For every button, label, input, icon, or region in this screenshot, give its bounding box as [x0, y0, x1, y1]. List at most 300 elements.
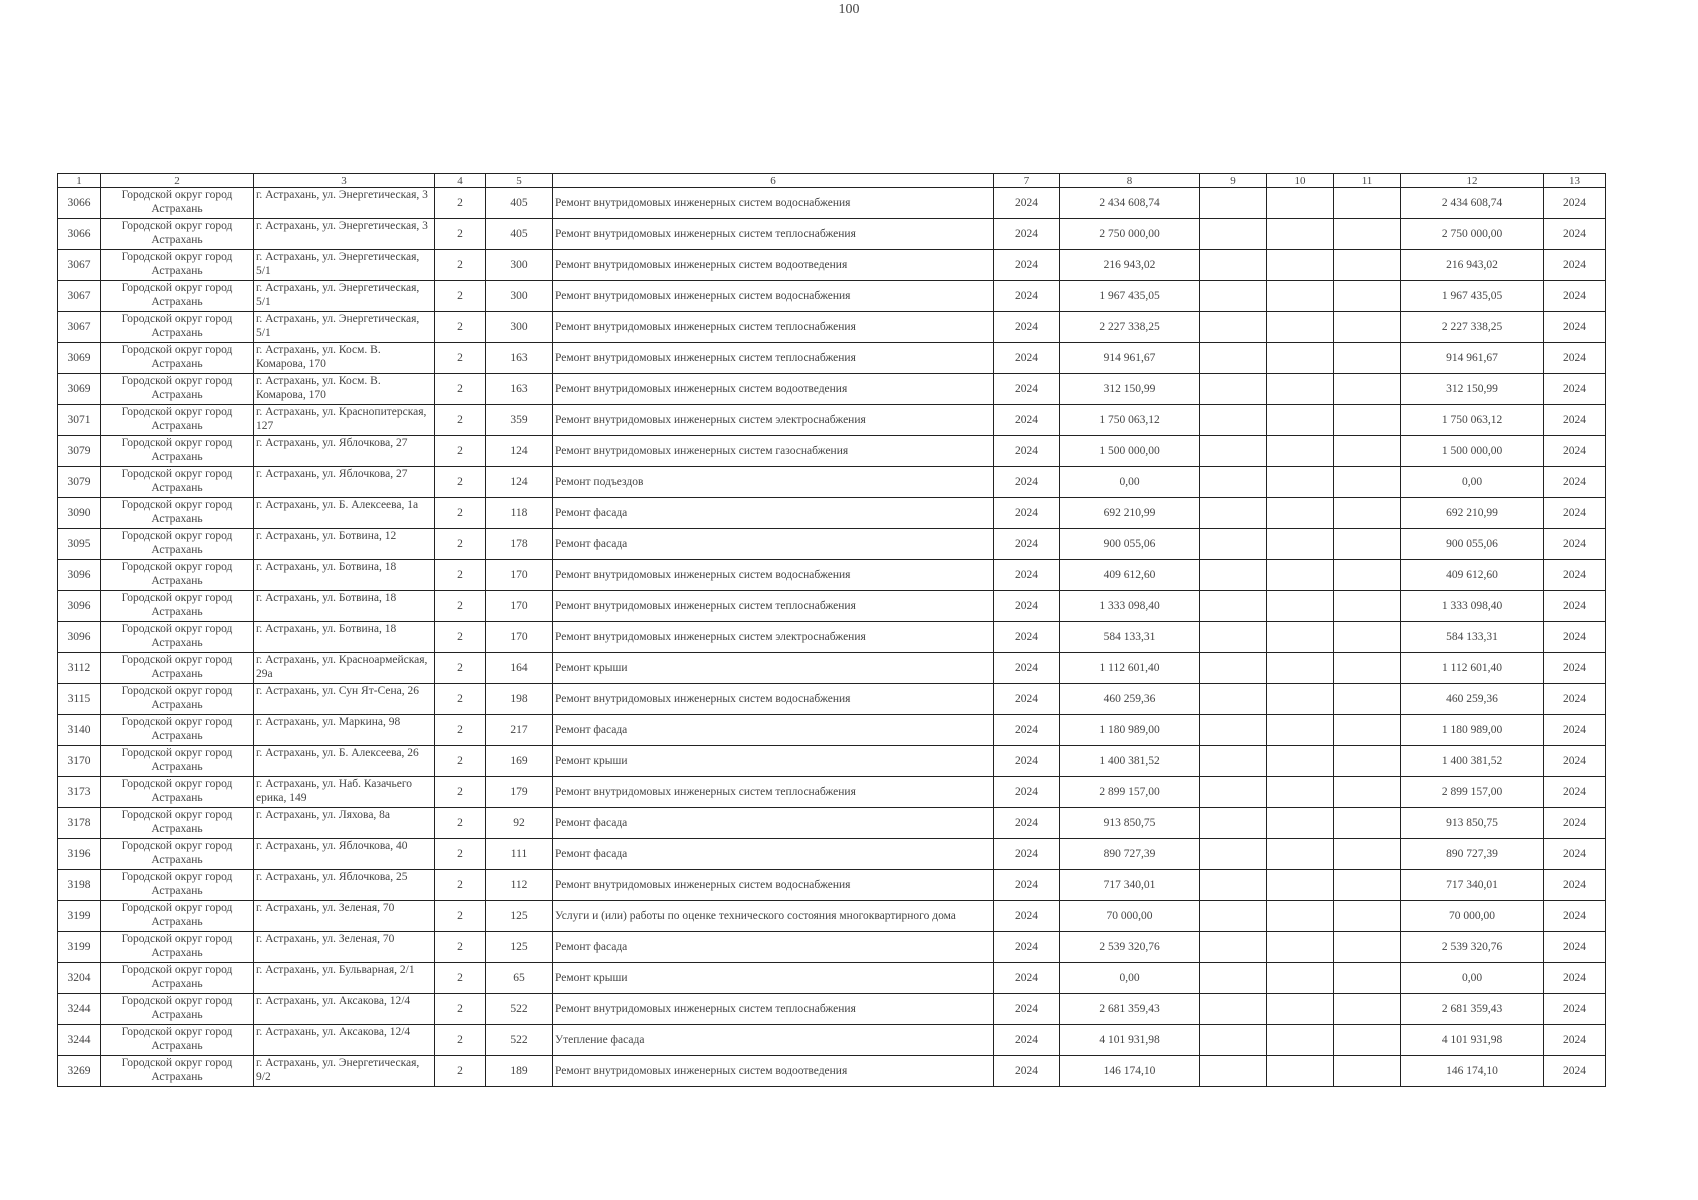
- capital-repair-table: [57, 173, 1606, 1087]
- work-type-cell: Ремонт фасада: [553, 498, 994, 529]
- column-12-cell: 2 227 338,25: [1401, 312, 1544, 343]
- year-cell: 2024: [994, 994, 1060, 1025]
- address-cell: г. Астрахань, ул. Сун Ят-Сена, 26: [254, 684, 435, 715]
- column-9-cell: [1200, 343, 1267, 374]
- year-cell: 2024: [994, 405, 1060, 436]
- column-9-cell: [1200, 839, 1267, 870]
- year-cell: 2024: [994, 1025, 1060, 1056]
- column-5-cell: 164: [486, 653, 553, 684]
- column-11-cell: [1334, 622, 1401, 653]
- column-11-cell: [1334, 901, 1401, 932]
- year-cell: 2024: [994, 963, 1060, 994]
- table-row: [58, 808, 1606, 839]
- column-5-cell: 300: [486, 281, 553, 312]
- column-5-cell: 217: [486, 715, 553, 746]
- column-4-cell: 2: [435, 281, 486, 312]
- municipality-cell: Городской округ город Астрахань: [101, 374, 254, 405]
- total-cost-cell: 1 500 000,00: [1060, 436, 1200, 467]
- address-cell: г. Астрахань, ул. Б. Алексеева, 1а: [254, 498, 435, 529]
- column-5-cell: 170: [486, 560, 553, 591]
- row-number-cell: 3269: [58, 1056, 101, 1087]
- row-number-cell: 3067: [58, 312, 101, 343]
- column-10-cell: [1267, 839, 1334, 870]
- year-cell: 2024: [994, 436, 1060, 467]
- column-13-cell: 2024: [1544, 839, 1606, 870]
- column-13-cell: 2024: [1544, 343, 1606, 374]
- municipality-cell: Городской округ город Астрахань: [101, 219, 254, 250]
- address-cell: г. Астрахань, ул. Маркина, 98: [254, 715, 435, 746]
- total-cost-cell: 914 961,67: [1060, 343, 1200, 374]
- work-type-cell: Ремонт внутридомовых инженерных систем теплоснабжения: [553, 343, 994, 374]
- column-12-cell: 2 434 608,74: [1401, 188, 1544, 219]
- column-9-cell: [1200, 963, 1267, 994]
- column-10-cell: [1267, 281, 1334, 312]
- column-header: 11: [1334, 174, 1401, 188]
- table-row: [58, 219, 1606, 250]
- work-type-cell: Утепление фасада: [553, 1025, 994, 1056]
- column-4-cell: 2: [435, 591, 486, 622]
- row-number-cell: 3066: [58, 188, 101, 219]
- year-cell: 2024: [994, 219, 1060, 250]
- work-type-cell: Ремонт внутридомовых инженерных систем водоснабжения: [553, 188, 994, 219]
- column-11-cell: [1334, 1025, 1401, 1056]
- column-5-cell: 178: [486, 529, 553, 560]
- column-11-cell: [1334, 374, 1401, 405]
- municipality-cell: Городской округ город Астрахань: [101, 932, 254, 963]
- column-13-cell: 2024: [1544, 994, 1606, 1025]
- municipality-cell: Городской округ город Астрахань: [101, 963, 254, 994]
- column-header: 9: [1200, 174, 1267, 188]
- column-5-cell: 189: [486, 1056, 553, 1087]
- address-cell: г. Астрахань, ул. Косм. В. Комарова, 170: [254, 343, 435, 374]
- column-11-cell: [1334, 467, 1401, 498]
- address-cell: г. Астрахань, ул. Аксакова, 12/4: [254, 1025, 435, 1056]
- table-row: [58, 839, 1606, 870]
- address-cell: г. Астрахань, ул. Ботвина, 18: [254, 560, 435, 591]
- column-10-cell: [1267, 1056, 1334, 1087]
- column-10-cell: [1267, 374, 1334, 405]
- address-cell: г. Астрахань, ул. Зеленая, 70: [254, 932, 435, 963]
- year-cell: 2024: [994, 653, 1060, 684]
- total-cost-cell: 2 434 608,74: [1060, 188, 1200, 219]
- column-4-cell: 2: [435, 963, 486, 994]
- column-11-cell: [1334, 560, 1401, 591]
- column-11-cell: [1334, 312, 1401, 343]
- column-5-cell: 198: [486, 684, 553, 715]
- column-9-cell: [1200, 219, 1267, 250]
- municipality-cell: Городской округ город Астрахань: [101, 653, 254, 684]
- municipality-cell: Городской округ город Астрахань: [101, 250, 254, 281]
- column-13-cell: 2024: [1544, 219, 1606, 250]
- work-type-cell: Ремонт фасада: [553, 839, 994, 870]
- column-11-cell: [1334, 498, 1401, 529]
- column-9-cell: [1200, 808, 1267, 839]
- column-10-cell: [1267, 560, 1334, 591]
- column-11-cell: [1334, 436, 1401, 467]
- column-12-cell: 1 400 381,52: [1401, 746, 1544, 777]
- column-4-cell: 2: [435, 219, 486, 250]
- year-cell: 2024: [994, 343, 1060, 374]
- column-9-cell: [1200, 560, 1267, 591]
- municipality-cell: Городской округ город Астрахань: [101, 560, 254, 591]
- column-13-cell: 2024: [1544, 1025, 1606, 1056]
- column-header: 8: [1060, 174, 1200, 188]
- column-10-cell: [1267, 436, 1334, 467]
- column-12-cell: 2 899 157,00: [1401, 777, 1544, 808]
- row-number-cell: 3170: [58, 746, 101, 777]
- column-12-cell: 146 174,10: [1401, 1056, 1544, 1087]
- column-4-cell: 2: [435, 870, 486, 901]
- municipality-cell: Городской округ город Астрахань: [101, 498, 254, 529]
- work-type-cell: Ремонт внутридомовых инженерных систем водоснабжения: [553, 281, 994, 312]
- table-row: [58, 281, 1606, 312]
- column-13-cell: 2024: [1544, 963, 1606, 994]
- column-10-cell: [1267, 219, 1334, 250]
- work-type-cell: Ремонт внутридомовых инженерных систем водоснабжения: [553, 560, 994, 591]
- year-cell: 2024: [994, 746, 1060, 777]
- municipality-cell: Городской округ город Астрахань: [101, 901, 254, 932]
- total-cost-cell: 1 180 989,00: [1060, 715, 1200, 746]
- year-cell: 2024: [994, 870, 1060, 901]
- address-cell: г. Астрахань, ул. Энергетическая, 5/1: [254, 250, 435, 281]
- column-header: 5: [486, 174, 553, 188]
- column-12-cell: 312 150,99: [1401, 374, 1544, 405]
- row-number-cell: 3204: [58, 963, 101, 994]
- column-9-cell: [1200, 188, 1267, 219]
- column-13-cell: 2024: [1544, 188, 1606, 219]
- year-cell: 2024: [994, 250, 1060, 281]
- column-11-cell: [1334, 281, 1401, 312]
- column-4-cell: 2: [435, 343, 486, 374]
- column-13-cell: 2024: [1544, 870, 1606, 901]
- column-13-cell: 2024: [1544, 901, 1606, 932]
- address-cell: г. Астрахань, ул. Энергетическая, 5/1: [254, 281, 435, 312]
- column-13-cell: 2024: [1544, 746, 1606, 777]
- year-cell: 2024: [994, 901, 1060, 932]
- column-4-cell: 2: [435, 467, 486, 498]
- row-number-cell: 3196: [58, 839, 101, 870]
- column-12-cell: 0,00: [1401, 467, 1544, 498]
- column-5-cell: 124: [486, 436, 553, 467]
- column-11-cell: [1334, 343, 1401, 374]
- address-cell: г. Астрахань, ул. Ботвина, 18: [254, 591, 435, 622]
- column-10-cell: [1267, 901, 1334, 932]
- column-header: 1: [58, 174, 101, 188]
- table-row: [58, 405, 1606, 436]
- column-10-cell: [1267, 250, 1334, 281]
- total-cost-cell: 1 400 381,52: [1060, 746, 1200, 777]
- total-cost-cell: 4 101 931,98: [1060, 1025, 1200, 1056]
- column-12-cell: 2 539 320,76: [1401, 932, 1544, 963]
- municipality-cell: Городской округ город Астрахань: [101, 622, 254, 653]
- column-10-cell: [1267, 684, 1334, 715]
- work-type-cell: Ремонт подъездов: [553, 467, 994, 498]
- row-number-cell: 3198: [58, 870, 101, 901]
- column-4-cell: 2: [435, 560, 486, 591]
- address-cell: г. Астрахань, ул. Наб. Казачьего ерика, 149: [254, 777, 435, 808]
- table-row: [58, 715, 1606, 746]
- work-type-cell: Ремонт внутридомовых инженерных систем теплоснабжения: [553, 777, 994, 808]
- column-4-cell: 2: [435, 746, 486, 777]
- work-type-cell: Ремонт внутридомовых инженерных систем водоснабжения: [553, 684, 994, 715]
- work-type-cell: Услуги и (или) работы по оценке технического состояния многоквартирного дома: [553, 901, 994, 932]
- column-12-cell: 900 055,06: [1401, 529, 1544, 560]
- work-type-cell: Ремонт внутридомовых инженерных систем теплоснабжения: [553, 312, 994, 343]
- municipality-cell: Городской округ город Астрахань: [101, 684, 254, 715]
- municipality-cell: Городской округ город Астрахань: [101, 746, 254, 777]
- total-cost-cell: 460 259,36: [1060, 684, 1200, 715]
- column-13-cell: 2024: [1544, 374, 1606, 405]
- address-cell: г. Астрахань, ул. Энергетическая, 9/2: [254, 1056, 435, 1087]
- address-cell: г. Астрахань, ул. Ботвина, 12: [254, 529, 435, 560]
- year-cell: 2024: [994, 622, 1060, 653]
- year-cell: 2024: [994, 498, 1060, 529]
- table-row: [58, 932, 1606, 963]
- year-cell: 2024: [994, 1056, 1060, 1087]
- total-cost-cell: 2 227 338,25: [1060, 312, 1200, 343]
- row-number-cell: 3067: [58, 250, 101, 281]
- row-number-cell: 3115: [58, 684, 101, 715]
- column-9-cell: [1200, 374, 1267, 405]
- column-11-cell: [1334, 405, 1401, 436]
- municipality-cell: Городской округ город Астрахань: [101, 870, 254, 901]
- column-9-cell: [1200, 932, 1267, 963]
- column-11-cell: [1334, 746, 1401, 777]
- table-row: [58, 467, 1606, 498]
- column-10-cell: [1267, 963, 1334, 994]
- column-12-cell: 216 943,02: [1401, 250, 1544, 281]
- work-type-cell: Ремонт фасада: [553, 715, 994, 746]
- municipality-cell: Городской округ город Астрахань: [101, 405, 254, 436]
- row-number-cell: 3071: [58, 405, 101, 436]
- work-type-cell: Ремонт внутридомовых инженерных систем электроснабжения: [553, 622, 994, 653]
- work-type-cell: Ремонт внутридомовых инженерных систем электроснабжения: [553, 405, 994, 436]
- column-10-cell: [1267, 870, 1334, 901]
- total-cost-cell: 1 112 601,40: [1060, 653, 1200, 684]
- municipality-cell: Городской округ город Астрахань: [101, 808, 254, 839]
- column-5-cell: 170: [486, 622, 553, 653]
- address-cell: г. Астрахань, ул. Ляхова, 8а: [254, 808, 435, 839]
- row-number-cell: 3199: [58, 932, 101, 963]
- row-number-cell: 3069: [58, 374, 101, 405]
- table-row: [58, 374, 1606, 405]
- table-row: [58, 1025, 1606, 1056]
- total-cost-cell: 2 681 359,43: [1060, 994, 1200, 1025]
- address-cell: г. Астрахань, ул. Яблочкова, 40: [254, 839, 435, 870]
- column-5-cell: 179: [486, 777, 553, 808]
- table-row: [58, 653, 1606, 684]
- column-9-cell: [1200, 777, 1267, 808]
- work-type-cell: Ремонт крыши: [553, 653, 994, 684]
- column-11-cell: [1334, 777, 1401, 808]
- column-10-cell: [1267, 994, 1334, 1025]
- column-header: 3: [254, 174, 435, 188]
- total-cost-cell: 0,00: [1060, 963, 1200, 994]
- address-cell: г. Астрахань, ул. Энергетическая, 3: [254, 219, 435, 250]
- column-11-cell: [1334, 1056, 1401, 1087]
- municipality-cell: Городской округ город Астрахань: [101, 467, 254, 498]
- municipality-cell: Городской округ город Астрахань: [101, 529, 254, 560]
- municipality-cell: Городской округ город Астрахань: [101, 281, 254, 312]
- column-11-cell: [1334, 219, 1401, 250]
- table-row: [58, 436, 1606, 467]
- row-number-cell: 3067: [58, 281, 101, 312]
- column-12-cell: 1 967 435,05: [1401, 281, 1544, 312]
- column-4-cell: 2: [435, 653, 486, 684]
- column-12-cell: 409 612,60: [1401, 560, 1544, 591]
- table-row: [58, 870, 1606, 901]
- column-10-cell: [1267, 467, 1334, 498]
- row-number-cell: 3178: [58, 808, 101, 839]
- column-11-cell: [1334, 529, 1401, 560]
- municipality-cell: Городской округ город Астрахань: [101, 994, 254, 1025]
- table-body: [58, 188, 1606, 1087]
- total-cost-cell: 216 943,02: [1060, 250, 1200, 281]
- row-number-cell: 3140: [58, 715, 101, 746]
- table-row: [58, 746, 1606, 777]
- row-number-cell: 3079: [58, 436, 101, 467]
- municipality-cell: Городской округ город Астрахань: [101, 1025, 254, 1056]
- year-cell: 2024: [994, 188, 1060, 219]
- column-4-cell: 2: [435, 312, 486, 343]
- column-10-cell: [1267, 653, 1334, 684]
- year-cell: 2024: [994, 591, 1060, 622]
- table-row: [58, 963, 1606, 994]
- column-9-cell: [1200, 281, 1267, 312]
- column-4-cell: 2: [435, 436, 486, 467]
- total-cost-cell: 2 539 320,76: [1060, 932, 1200, 963]
- address-cell: г. Астрахань, ул. Краснопитерская, 127: [254, 405, 435, 436]
- address-cell: г. Астрахань, ул. Ботвина, 18: [254, 622, 435, 653]
- column-11-cell: [1334, 994, 1401, 1025]
- column-12-cell: 2 750 000,00: [1401, 219, 1544, 250]
- column-9-cell: [1200, 405, 1267, 436]
- column-9-cell: [1200, 591, 1267, 622]
- work-type-cell: Ремонт внутридомовых инженерных систем газоснабжения: [553, 436, 994, 467]
- column-4-cell: 2: [435, 901, 486, 932]
- address-cell: г. Астрахань, ул. Аксакова, 12/4: [254, 994, 435, 1025]
- row-number-cell: 3069: [58, 343, 101, 374]
- work-type-cell: Ремонт внутридомовых инженерных систем водоотведения: [553, 1056, 994, 1087]
- column-10-cell: [1267, 312, 1334, 343]
- column-10-cell: [1267, 498, 1334, 529]
- column-9-cell: [1200, 653, 1267, 684]
- year-cell: 2024: [994, 839, 1060, 870]
- year-cell: 2024: [994, 777, 1060, 808]
- column-13-cell: 2024: [1544, 467, 1606, 498]
- column-5-cell: 359: [486, 405, 553, 436]
- column-5-cell: 111: [486, 839, 553, 870]
- column-4-cell: 2: [435, 932, 486, 963]
- column-4-cell: 2: [435, 684, 486, 715]
- column-header: 4: [435, 174, 486, 188]
- row-number-cell: 3173: [58, 777, 101, 808]
- table-row: [58, 901, 1606, 932]
- row-number-cell: 3079: [58, 467, 101, 498]
- total-cost-cell: 913 850,75: [1060, 808, 1200, 839]
- table-row: [58, 622, 1606, 653]
- column-10-cell: [1267, 591, 1334, 622]
- table-row: [58, 591, 1606, 622]
- column-11-cell: [1334, 870, 1401, 901]
- work-type-cell: Ремонт внутридомовых инженерных систем теплоснабжения: [553, 591, 994, 622]
- column-13-cell: 2024: [1544, 498, 1606, 529]
- column-5-cell: 163: [486, 374, 553, 405]
- municipality-cell: Городской округ город Астрахань: [101, 312, 254, 343]
- work-type-cell: Ремонт внутридомовых инженерных систем водоснабжения: [553, 870, 994, 901]
- column-13-cell: 2024: [1544, 560, 1606, 591]
- column-13-cell: 2024: [1544, 529, 1606, 560]
- column-10-cell: [1267, 343, 1334, 374]
- column-9-cell: [1200, 746, 1267, 777]
- column-12-cell: 890 727,39: [1401, 839, 1544, 870]
- column-12-cell: 692 210,99: [1401, 498, 1544, 529]
- column-4-cell: 2: [435, 777, 486, 808]
- column-5-cell: 170: [486, 591, 553, 622]
- row-number-cell: 3090: [58, 498, 101, 529]
- column-header: 12: [1401, 174, 1544, 188]
- column-5-cell: 522: [486, 994, 553, 1025]
- column-4-cell: 2: [435, 715, 486, 746]
- page-number: 100: [838, 2, 860, 17]
- column-9-cell: [1200, 994, 1267, 1025]
- work-type-cell: Ремонт внутридомовых инженерных систем водоотведения: [553, 374, 994, 405]
- column-10-cell: [1267, 622, 1334, 653]
- column-9-cell: [1200, 901, 1267, 932]
- column-9-cell: [1200, 622, 1267, 653]
- column-4-cell: 2: [435, 839, 486, 870]
- column-13-cell: 2024: [1544, 684, 1606, 715]
- row-number-cell: 3244: [58, 1025, 101, 1056]
- year-cell: 2024: [994, 312, 1060, 343]
- total-cost-cell: 1 750 063,12: [1060, 405, 1200, 436]
- column-11-cell: [1334, 591, 1401, 622]
- column-10-cell: [1267, 715, 1334, 746]
- row-number-cell: 3199: [58, 901, 101, 932]
- column-11-cell: [1334, 684, 1401, 715]
- column-9-cell: [1200, 870, 1267, 901]
- column-12-cell: 1 112 601,40: [1401, 653, 1544, 684]
- total-cost-cell: 900 055,06: [1060, 529, 1200, 560]
- year-cell: 2024: [994, 560, 1060, 591]
- work-type-cell: Ремонт крыши: [553, 963, 994, 994]
- column-header: 7: [994, 174, 1060, 188]
- column-9-cell: [1200, 498, 1267, 529]
- row-number-cell: 3095: [58, 529, 101, 560]
- work-type-cell: Ремонт внутридомовых инженерных систем водоотведения: [553, 250, 994, 281]
- column-5-cell: 405: [486, 188, 553, 219]
- column-13-cell: 2024: [1544, 1056, 1606, 1087]
- total-cost-cell: 2 899 157,00: [1060, 777, 1200, 808]
- column-5-cell: 300: [486, 312, 553, 343]
- column-5-cell: 125: [486, 901, 553, 932]
- address-cell: г. Астрахань, ул. Зеленая, 70: [254, 901, 435, 932]
- column-header: 10: [1267, 174, 1334, 188]
- column-11-cell: [1334, 653, 1401, 684]
- address-cell: г. Астрахань, ул. Красноармейская, 29а: [254, 653, 435, 684]
- column-11-cell: [1334, 963, 1401, 994]
- column-4-cell: 2: [435, 498, 486, 529]
- table-row: [58, 312, 1606, 343]
- table-row: [58, 250, 1606, 281]
- total-cost-cell: 146 174,10: [1060, 1056, 1200, 1087]
- municipality-cell: Городской округ город Астрахань: [101, 436, 254, 467]
- column-9-cell: [1200, 467, 1267, 498]
- column-9-cell: [1200, 715, 1267, 746]
- column-11-cell: [1334, 715, 1401, 746]
- column-11-cell: [1334, 250, 1401, 281]
- total-cost-cell: 1 333 098,40: [1060, 591, 1200, 622]
